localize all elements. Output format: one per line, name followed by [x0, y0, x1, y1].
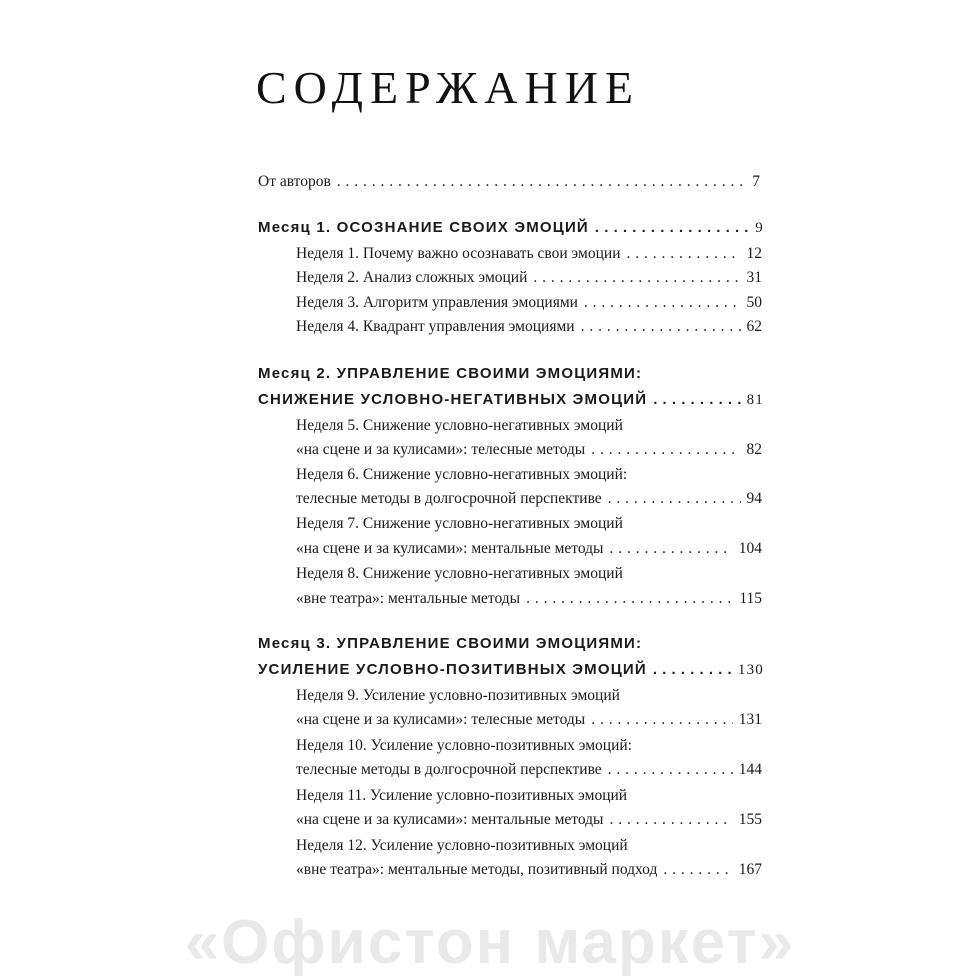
watermark: «Офистон маркет»	[184, 908, 796, 977]
week-title: Неделя 12. Усиление условно-позитивных эмоций	[296, 837, 628, 854]
leader-dots	[608, 489, 741, 509]
month-heading: СНИЖЕНИЕ УСЛОВНО-НЕГАТИВНЫХ ЭМОЦИЙ	[258, 391, 648, 408]
leader-dots	[653, 660, 732, 680]
leader-dots	[609, 810, 732, 830]
leader-dots	[526, 589, 733, 609]
week-title: Неделя 8. Снижение условно-негативных эмоций	[296, 565, 623, 582]
toc-page-number: 115	[739, 590, 762, 607]
week-title-continued: «на сцене и за кулисами»: ментальные методы	[296, 540, 604, 557]
toc-page-number: 62	[746, 318, 762, 335]
toc-week-8[interactable]	[296, 589, 762, 609]
leader-dots	[627, 244, 741, 264]
toc-month-2[interactable]	[258, 390, 764, 410]
month-heading: Месяц 1. ОСОЗНАНИЕ СВОИХ ЭМОЦИЙ	[258, 219, 589, 236]
week-title: Неделя 1. Почему важно осознавать свои эмоции	[296, 245, 621, 262]
toc-week-2[interactable]	[296, 268, 762, 288]
toc-page-number: 167	[738, 861, 762, 878]
week-title-continued: телесные методы в долгосрочной перспективе	[296, 761, 602, 778]
toc-month-1[interactable]	[258, 218, 764, 238]
week-title: Неделя 6. Снижение условно-негативных эмоций:	[296, 466, 628, 483]
week-title-continued: «на сцене и за кулисами»: ментальные методы	[296, 811, 604, 828]
week-title: Неделя 2. Анализ сложных эмоций	[296, 269, 528, 286]
toc-page-number: 9	[755, 220, 764, 236]
leader-dots	[663, 860, 732, 880]
toc-week-10[interactable]	[296, 760, 762, 780]
leader-dots	[608, 760, 733, 780]
toc-week-4[interactable]	[296, 317, 762, 337]
week-title: Неделя 3. Алгоритм управления эмоциями	[296, 294, 578, 311]
toc-entry-label: От авторов	[258, 173, 331, 190]
leader-dots	[653, 390, 740, 410]
week-title-continued: «вне театра»: ментальные методы, позитивный подход	[296, 861, 658, 878]
toc-page-number: 82	[746, 441, 762, 458]
toc-page-number: 94	[746, 490, 762, 507]
leader-dots	[584, 293, 741, 313]
toc-page-number: 7	[752, 173, 760, 190]
toc-week-11[interactable]	[296, 810, 762, 830]
toc-week-12[interactable]	[296, 860, 762, 880]
week-title: Неделя 11. Усиление условно-позитивных эмоций	[296, 787, 628, 804]
toc-page-number: 144	[738, 761, 762, 778]
toc-week-3[interactable]	[296, 293, 762, 313]
toc-page-number: 131	[738, 711, 762, 728]
week-title-continued: «на сцене и за кулисами»: телесные методы	[296, 711, 586, 728]
week-title: Неделя 4. Квадрант управления эмоциями	[296, 318, 575, 335]
week-title-continued: «вне театра»: ментальные методы	[296, 590, 521, 607]
month-heading-line: Месяц 3. УПРАВЛЕНИЕ СВОИМИ ЭМОЦИЯМИ:	[258, 635, 643, 652]
toc-page-number: 130	[737, 662, 764, 678]
leader-dots	[581, 317, 741, 337]
month-heading: УСИЛЕНИЕ УСЛОВНО-ПОЗИТИВНЫХ ЭМОЦИЙ	[258, 661, 647, 678]
toc-page-number: 155	[738, 811, 762, 828]
leader-dots	[591, 710, 733, 730]
leader-dots	[337, 172, 746, 192]
toc-page-number: 31	[746, 269, 762, 286]
toc-page-number: 12	[746, 245, 762, 262]
toc-week-5[interactable]	[296, 440, 762, 460]
toc-page-number: 81	[746, 392, 764, 408]
page-title: СОДЕРЖАНИЕ	[256, 62, 641, 113]
toc-page-number: 104	[738, 540, 762, 557]
month-heading-line: Месяц 2. УПРАВЛЕНИЕ СВОИМИ ЭМОЦИЯМИ:	[258, 365, 643, 382]
toc-page-number: 50	[746, 294, 762, 311]
week-title-continued: телесные методы в долгосрочной перспективе	[296, 490, 602, 507]
week-title: Неделя 5. Снижение условно-негативных эмоций	[296, 417, 623, 434]
week-title-continued: «на сцене и за кулисами»: телесные методы	[296, 441, 586, 458]
leader-dots	[591, 440, 740, 460]
toc-week-1[interactable]	[296, 244, 762, 264]
toc-entry-intro[interactable]	[258, 172, 760, 192]
leader-dots	[595, 218, 749, 238]
week-title: Неделя 7. Снижение условно-негативных эмоций	[296, 515, 623, 532]
leader-dots	[609, 539, 732, 559]
toc-week-6[interactable]	[296, 489, 762, 509]
toc-month-3[interactable]	[258, 660, 764, 680]
leader-dots	[533, 268, 740, 288]
week-title: Неделя 9. Усиление условно-позитивных эмоций	[296, 687, 620, 704]
toc-week-9[interactable]	[296, 710, 762, 730]
toc-week-7[interactable]	[296, 539, 762, 559]
week-title: Неделя 10. Усиление условно-позитивных эмоций:	[296, 737, 632, 754]
